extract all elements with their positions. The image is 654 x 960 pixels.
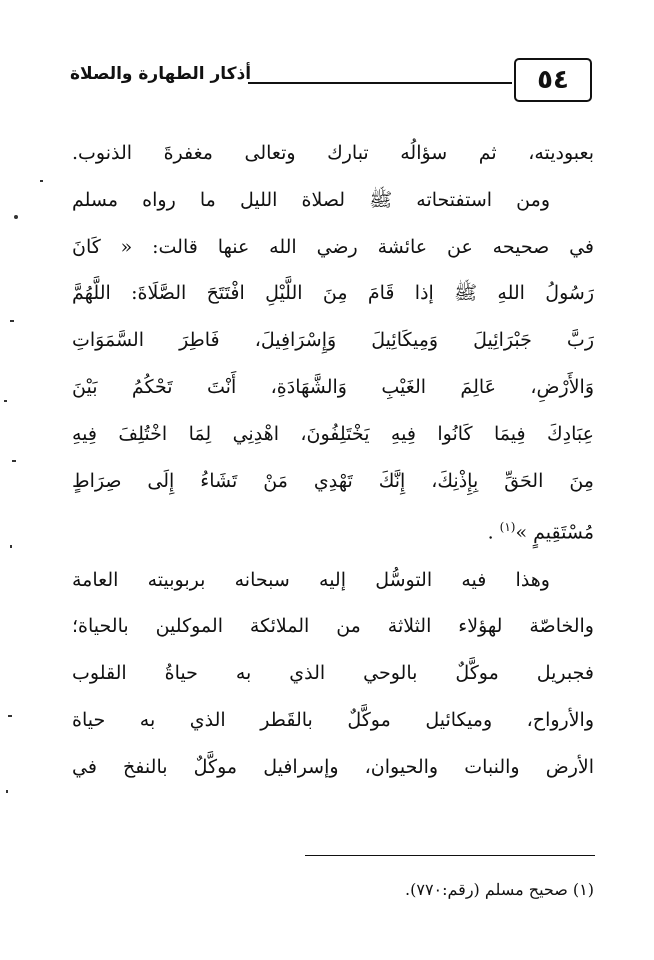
text-line-6: وَالأَرْضِ، عَالِمَ الغَيْبِ وَالشَّهَادَةِ، أَنْتَ تَحْكُمُ بَيْنَ <box>72 375 594 398</box>
scan-mark <box>4 400 7 402</box>
page-header <box>70 58 592 108</box>
scan-mark <box>6 790 8 793</box>
text-line-13: والأرواح، وميكائيل موكَّلٌ بالقَطر الذي به حياة <box>72 708 594 731</box>
scan-mark <box>10 545 12 548</box>
text-line-1: بعبوديته، ثم سؤالُه تبارك وتعالى مغفرةَ الذنوب. <box>72 142 594 164</box>
header-rule <box>248 82 512 84</box>
text-line-11: والخاصّة لهؤلاء الثلاثة من الملائكة الموكلين بالحياة؛ <box>72 615 594 638</box>
end-period: . <box>487 521 494 544</box>
scan-mark <box>8 715 12 717</box>
footnote: (١) صحيح مسلم (رقم:٧٧٠). <box>405 880 594 899</box>
text-line-9 <box>72 504 594 556</box>
scan-mark <box>12 460 16 462</box>
text-line-5: رَبَّ جَبْرَائِيلَ وَمِيكَائِيلَ وَإِسْرَافِيلَ، فَاطِرَ السَّمَوَاتِ <box>72 329 594 352</box>
footnote-divider <box>305 855 595 856</box>
page-number: ٥٤ <box>514 58 592 102</box>
text-line-14: الأرض والنبات والحيوان، وإسرافيل موكَّلٌ بالنفخ في <box>72 755 594 778</box>
hadith-end: مُسْتَقِيمٍ » <box>515 521 594 544</box>
text-line-3: في صحيحه عن عائشة رضي الله عنها قالت: « كَانَ <box>72 235 594 258</box>
text-line-8: مِنَ الحَقِّ بِإِذْنِكَ، إِنَّكَ تَهْدِي مَنْ تَشَاءُ إِلَى صِرَاطٍ <box>72 469 594 492</box>
text-line-4: رَسُولُ اللهِ ﷺ إذا قَامَ مِنَ اللَّيْلِ افْتَتَحَ الصَّلَاةَ: اللَّهُمَّ <box>72 282 594 305</box>
running-title: أذكار الطهارة والصلاة <box>70 64 252 84</box>
scan-mark <box>14 215 18 219</box>
scan-mark <box>40 180 43 182</box>
scan-mark <box>10 320 14 322</box>
text-line-10: وهذا فيه التوسُّل إليه سبحانه بربوبيته العامة <box>72 568 550 591</box>
footnote-ref: (١) <box>499 520 516 535</box>
text-line-12: فجبريل موكَّلٌ بالوحي الذي به حياةُ القلوب <box>72 662 594 685</box>
body-text <box>72 130 594 790</box>
text-line-2: ومن استفتحاته ﷺ لصلاة الليل ما رواه مسلم <box>72 188 550 211</box>
text-line-7: عِبَادِكَ فِيمَا كَانُوا فِيهِ يَخْتَلِفُونَ، اهْدِنِي لِمَا اخْتُلِفَ فِيهِ <box>72 422 594 445</box>
